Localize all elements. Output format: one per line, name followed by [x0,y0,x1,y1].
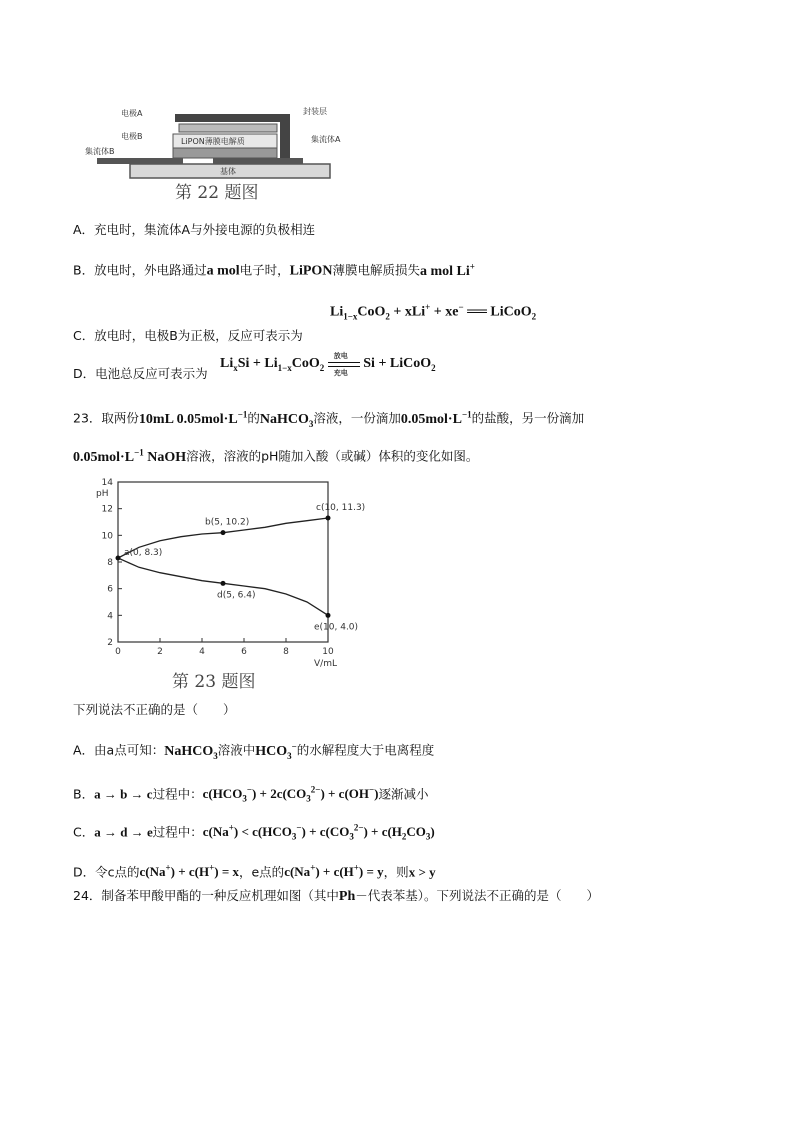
q23-d-expr3: x > y [408,864,436,880]
q22-option-d [73,366,208,382]
figure-23-caption: 第 23 题图 [172,672,256,692]
q22-b-end: a mol Li+ [419,261,475,279]
point-label-b: b(5, 10.2) [205,517,250,528]
q23-c-mid: 过程中： [152,824,203,840]
x-axis-label: V/mL [314,659,337,669]
q23-stem1-de: 的 [247,410,260,426]
q23-stem1-amt2: $0.05mol\cdot L^{-1}$ [400,409,472,427]
q22-b-mid: 电子时， [239,262,290,278]
q23-option-b [73,782,429,807]
plot-frame [118,482,328,642]
q23-stem1-sol: 溶液，一份滴加 [313,410,401,426]
q23-a-end: 的水解程度大于电离程度 [296,742,435,758]
q23-b-expr: $c(HCO_3^-) + 2c(CO_3^{2-}) + c(OH^-)$ [202,785,379,804]
q23-a-nahco3: NaHCO$_3$ [164,743,218,761]
q22-c-equation: $Li_{1-x}CoO_2 + xLi^+ + xe^-$ ══ LiCoO$_2$ [330,302,537,322]
q22-b-lipon: LiPON [289,263,333,279]
q24-stem [73,888,599,905]
q22-b-amol: a mol [206,263,240,279]
q23-stem2-amt: $0.05mol\cdot L^{-1}$ NaOH [73,447,187,465]
point-label-e: e(10, 4.0) [314,622,359,633]
x-tick-label: 4 [199,647,205,657]
q24-end: －代表苯基）。下列说法不正确的是（ ） [355,888,600,903]
q23-b-pre: B． [73,786,95,802]
x-tick-label: 10 [322,647,334,657]
q23-d-mid2: ，则 [383,864,409,880]
x-tick-label: 6 [241,647,247,657]
q23-option-a [73,738,434,763]
q23-c-expr: $c(Na^+) < c(HCO_3^-) + c(CO_3^{2-}) + c(H_2CO_3)$ [202,823,435,842]
x-tick-label: 2 [157,647,163,657]
y-tick-label: 10 [101,531,113,542]
y-tick-label: 2 [107,638,113,648]
q22-d-pre: D．电池总反应可表示为 [73,366,208,381]
q23-stem2-amt-text: 0.05mol·L [73,449,135,465]
figure-22-caption: 第 22 题图 [175,183,259,203]
q23-a-pre: A．由a点可知： [73,742,165,758]
y-axis-label: pH [96,489,109,499]
q23-stem1-nahco3: NaHCO$_3$ [259,411,314,429]
q23-stem2-end: 溶液，溶液的pH随加入酸（或碱）体积的变化如图。 [186,448,479,464]
q23-a-mid: 溶液中 [217,742,256,758]
q23-a-hco3: $HCO_3^-$ [255,741,297,761]
q24-pre: 24．制备苯甲酸甲酯的一种反应机理如图（其中 [73,888,339,903]
q23-c-pre: C． [73,824,95,840]
data-point-d [221,581,226,586]
q22-b-pre: B．放电时，外电路通过 [73,262,207,278]
q23-stem1-amt2-text: 0.05mol·L [400,411,462,427]
point-label-c: c(10, 11.3) [316,503,366,513]
q23-b-mid: 过程中： [152,786,203,802]
x-tick-label: 8 [283,647,289,657]
figure-23 [82,472,366,694]
q23-b-end: 逐渐减小 [378,786,429,802]
data-point-e [326,613,331,618]
q22-option-a [73,222,315,238]
q22-d-equation: $Li_xSi + Li_{1-x}CoO_2$ 放电 充电 Si + LiCoO$_2$ [220,351,436,377]
x-tick-label: 0 [115,647,121,657]
label-sealing: 封装层 [303,107,327,116]
q22-d-discharge: 放电 [333,351,348,360]
q23-d-pre: D．令c点的 [73,864,140,880]
y-tick-label: 12 [101,504,113,515]
point-label-d: d(5, 6.4) [217,590,256,601]
q23-b-path: a → b → c [94,786,153,802]
point-label-a: a(0, 8.3) [124,548,163,558]
q23-stem-line1 [73,406,584,431]
q23-option-c [73,820,435,845]
q24-ph: Ph [338,889,356,904]
label-collector-b: 集流体B [85,147,115,156]
data-point-a [116,556,121,561]
q22-option-a-text: A．充电时，集流体A与外接电源的负极相连 [73,222,316,237]
q23-d-mid: ，e点的 [238,864,285,880]
q23-stem1-amt: 10mL $0.05mol\cdot L^{-1}$ [138,409,248,427]
q23-c-path: a → d → e [94,824,153,840]
y-tick-label: 6 [107,584,113,595]
q22-d-charge: 充电 [333,368,348,377]
q22-b-mid2: 薄膜电解质损失 [332,262,420,278]
data-point-b [221,530,226,535]
label-substrate: 基体 [220,167,236,176]
q23-question-text: 下列说法不正确的是（ ） [73,702,236,717]
label-collector-a: 集流体A [311,135,341,144]
q22-option-b [73,258,475,280]
figure-22 [75,100,355,203]
label-electrode-a: 电极A [121,109,143,118]
ph-chart [82,472,366,694]
q23-stem1-amt-text: 10mL 0.05mol·L [138,411,238,427]
data-point-c [326,516,331,521]
y-tick-label: 4 [107,611,113,622]
q22-c-pre: C．放电时，电极B为正极，反应可表示为 [73,328,303,343]
q22-b-end-text: a mol Li [419,263,470,279]
label-electrolyte: LiPON薄膜电解质 [181,137,245,146]
q22-option-c [73,328,303,344]
q23-stem-line2 [73,444,478,466]
y-tick-label: 14 [101,478,113,488]
y-tick-label: 8 [107,558,113,568]
q23-stem1-pre: 23．取两份 [73,410,139,426]
q23-d-expr1: c(Na+) + c(H+) = x [139,863,239,880]
q23-d-expr2: c(Na+) + c(H+) = y [284,863,384,880]
q23-option-d [73,860,436,880]
series-line-2 [118,558,328,615]
q23-stem1-end: 的盐酸，另一份滴加 [471,410,585,426]
label-electrode-b: 电极B [121,132,143,141]
q23-question [73,702,236,718]
